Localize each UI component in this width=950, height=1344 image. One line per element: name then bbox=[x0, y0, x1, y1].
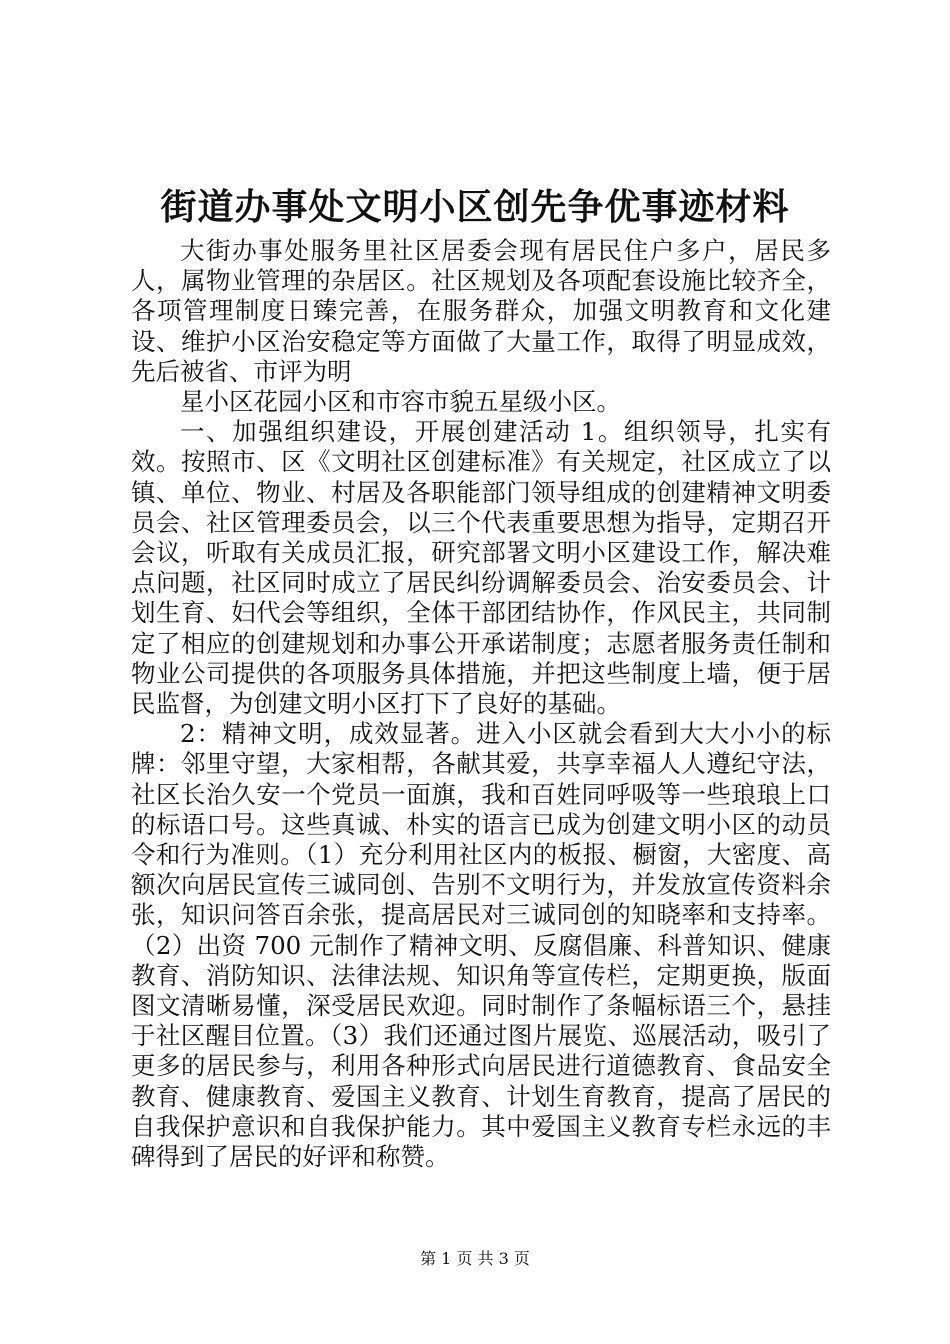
document-title: 街道办事处文明小区创先争优事迹材料 bbox=[160, 186, 790, 228]
paragraph-organization: 一、加强组织建设，开展创建活动 1。组织领导，扎实有效。按照市、区《文明社区创建标准》有关规定，社区成立了以镇、单位、物业、村居及各职能部门领导组成的创建精神文明委员会、社区管理委员会，以三个代表重要思想为指导，定期召开会议，听取有关成员汇报，研究部署文明小区建设工作，解决难点问题，社区同时成立了居民纠纷调解委员会、治安委员会、计划生育、妇代会等组织，全体干部团结协作，作风民主，共同制定了相应的创建规划和办事公开承诺制度；志愿者服务责任制和物业公司提供的各项服务具体措施，并把这些制度上墙，便于居民监督，为创建文明小区打下了良好的基础。 bbox=[131, 417, 831, 719]
paragraph-intro: 大街办事处服务里社区居委会现有居民住户多户，居民多人，属物业管理的杂居区。社区规划及各项配套设施比较齐全，各项管理制度日臻完善，在服务群众，加强文明教育和文化建设、维护小区治安稳定等方面做了大量工作，取得了明显成效，先后被省、市评为明 bbox=[131, 236, 831, 386]
page-number-footer: 第 1 页 共 3 页 bbox=[420, 1249, 530, 1268]
paragraph-honor: 星小区花园小区和市容市貌五星级小区。 bbox=[180, 387, 621, 417]
document-body bbox=[131, 236, 831, 1172]
paragraph-civilization: 2：精神文明，成效显著。进入小区就会看到大大小小的标牌：邻里守望，大家相帮，各献其爱，共享幸福人人遵纪守法，社区长治久安一个党员一面旗，我和百姓同呼吸等一些琅琅上口的标语口号。这些真诚、朴实的语言已成为创建文明小区的动员令和行为准则。（1）充分利用社区内的板报、橱窗，大密度、高额次向居民宣传三诚同创、告别不文明行为，并发放宣传资料余张，知识问答百余张，提高居民对三诚同创的知晓率和支持率。（2）出资 700 元制作了精神文明、反腐倡廉、科普知识、健康教育、消防知识、法律法规、知识角等宣传栏，定期更换，版面图文清晰易懂，深受居民欢迎。同时制作了条幅标语三个，悬挂于社区醒目位置。（3）我们还通过图片展览、巡展活动，吸引了更多的居民参与，利用各种形式向居民进行道德教育、食品安全教育、健康教育、爱国主义教育、计划生育教育，提高了居民的自我保护意识和自我保护能力。其中爱国主义教育专栏永远的丰碑得到了居民的好评和称赞。 bbox=[131, 719, 831, 1172]
